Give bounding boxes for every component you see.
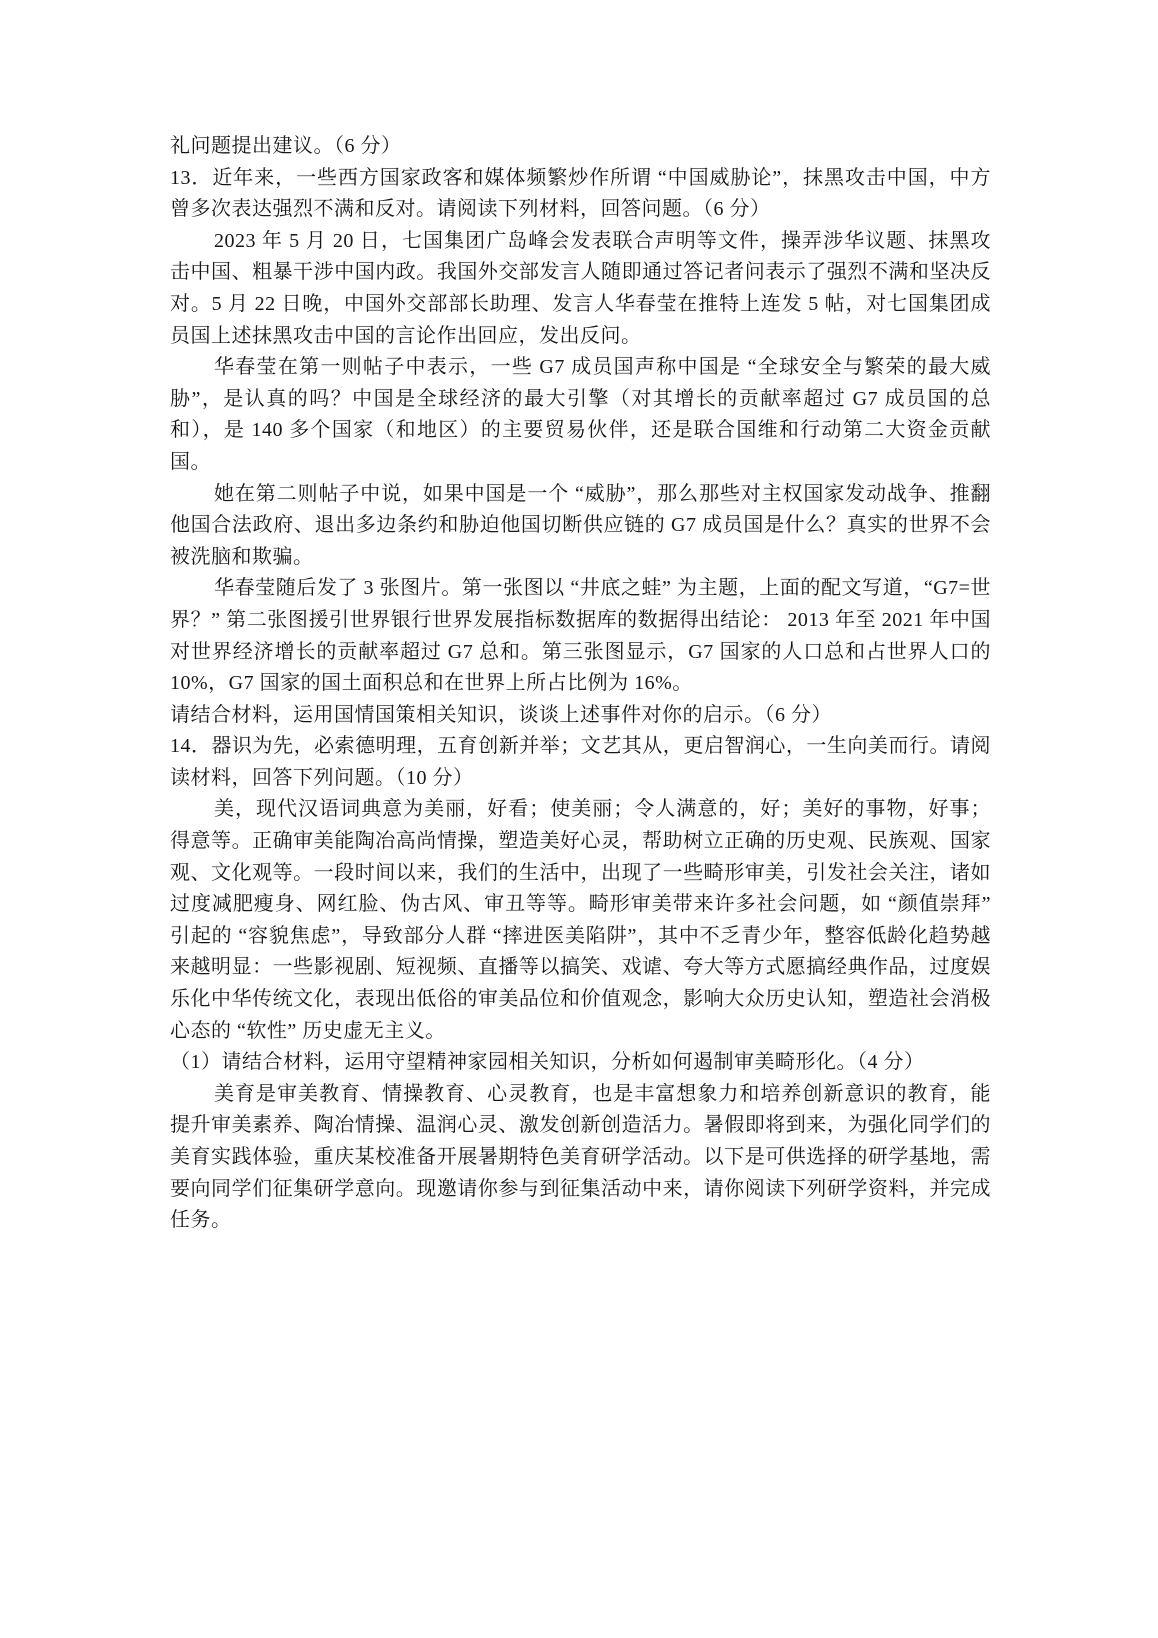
paragraph-material-aesthetic-education: 美育是审美教育、情操教育、心灵教育，也是丰富想象力和培养创新意识的教育，能提升审美素养、陶冶情操、温润心灵、激发创新创造活力。暑假即将到来，为强化同学们的美育实践体验，重庆某校准备开展暑期特色美育研学活动。以下是可供选择的研学基地，需要向同学们征集研学意向。现邀请你参与到征集活动中来，请你阅读下列研学资料，并完成任务。 xyxy=(170,1082,991,1232)
paragraph-question13-stem: 13．近年来，一些西方国家政客和媒体频繁炒作所谓 “中国威胁论”，抹黑攻击中国，中方曾多次表达强烈不满和反对。请阅读下列材料，回答问题。（6 分） xyxy=(170,166,991,221)
paragraph-material-aesthetics: 美，现代汉语词典意为美丽，好看；使美丽；令人满意的，好；美好的事物，好事；得意等。正确审美能陶冶高尚情操，塑造美好心灵，帮助树立正确的历史观、民族观、国家观、文化观等。一段时间以来，我们的生活中，出现了一些畸形审美，引发社会关注，诸如过度减肥瘦身、网红脸、伪古风、审丑等等。畸形审美带来许多社会问题，如 “颜值崇拜” 引起的 “容貌焦虑”，导致部分人群 “摔进医美陷阱”，其中不乏青少年，整容低龄化趋势越来越明显：一些影视剧、短视频、直播等以搞笑、戏谑、夸大等方式愿搞经典作品，过度娱乐化中华传统文化，表现出低俗的审美品位和价值观念，影响大众历史认知，塑造社会消极心态的 “软性” 历史虚无主义。 xyxy=(170,798,991,1042)
paragraph-material-second-post: 她在第二则帖子中说，如果中国是一个 “威胁”，那么那些对主权国家发动战争、推翻他国合法政府、退出多边条约和胁迫他国切断供应链的 G7 成员国是什么？真实的世界不会被洗脑和欺骗。 xyxy=(170,482,991,568)
paragraph-question12-tail: 礼问题提出建议。（6 分） xyxy=(170,135,402,157)
document-body xyxy=(170,131,991,1237)
paragraph-question14-stem: 14．器识为先，必索德明理，五育创新并举；文艺其从，更启智润心，一生向美而行。请阅读材料，回答下列问题。（10 分） xyxy=(170,735,991,789)
paragraph-material-first-post: 华春莹在第一则帖子中表示，一些 G7 成员国声称中国是 “全球安全与繁荣的最大威胁”，是认真的吗？中国是全球经济的最大引擎（对其增长的贡献率超过 G7 成员国的总和），是 140 多个国家（和地区）的主要贸易伙伴，还是联合国维和行动第二大资金贡献国。 xyxy=(170,356,991,473)
paragraph-material-three-images: 华春莹随后发了 3 张图片。第一张图以 “井底之蛙” 为主题，上面的配文写道，“G7=世界？” 第二张图援引世界银行世界发展指标数据库的数据得出结论： 2013 年至 2021 年中国对世界经济增长的贡献率超过 G7 总和。第三张图显示，G7 国家的人口总和占世界人口的 10%，G7 国家的国土面积总和在世界上所占比例为 16%。 xyxy=(170,577,991,695)
paragraph-question13-task: 请结合材料，运用国情国策相关知识，谈谈上述事件对你的启示。（6 分） xyxy=(170,703,832,726)
paragraph-material-g7-summit: 2023 年 5 月 20 日，七国集团广岛峰会发表联合声明等文件，操弄涉华议题、抹黑攻击中国、粗暴干涉中国内政。我国外交部发言人随即通过答记者问表示了强烈不满和坚决反对。5 月 22 日晚，中国外交部部长助理、发言人华春莹在推特上连发 5 帖，对七国集团成员国上述抹黑攻击中国的言论作出回应，发出反问。 xyxy=(170,229,991,347)
paragraph-question14-subtask1: （1）请结合材料，运用守望精神家园相关知识，分析如何遏制审美畸形化。（4 分） xyxy=(170,1051,925,1074)
